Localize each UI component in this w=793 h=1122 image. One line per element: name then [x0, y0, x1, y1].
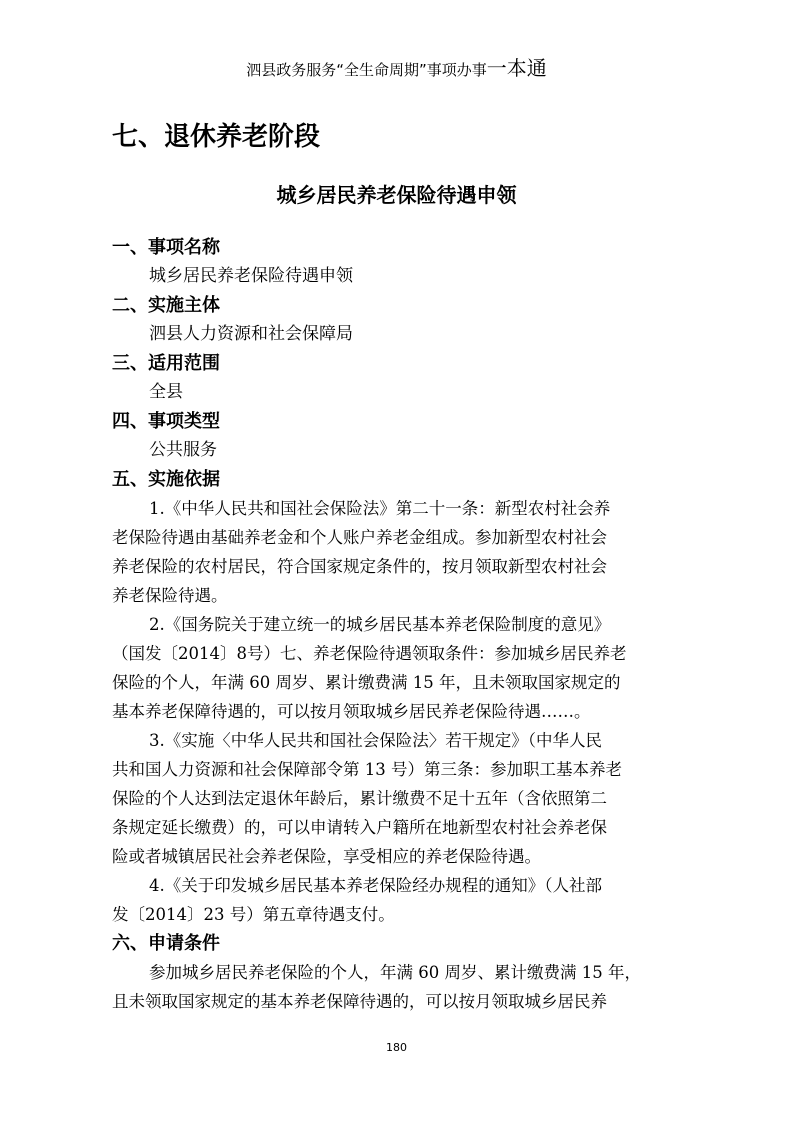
paragraph-line: 发〔2014〕23 号）第五章待遇支付。: [112, 905, 395, 924]
section-item-type: [112, 407, 692, 465]
section-heading: 六、申请条件: [112, 933, 220, 954]
basis-paragraph-3: [112, 726, 692, 871]
document-title: 城乡居民养老保险待遇申领: [276, 183, 517, 207]
paragraph-line: 养老保险待遇。: [112, 586, 228, 605]
paragraph-line: 4.《关于印发城乡居民基本养老保险经办规程的通知》（人社部: [149, 876, 602, 895]
section-heading: 四、事项类型: [112, 411, 220, 432]
document-body: [112, 233, 692, 1016]
paragraph-line: 条规定延长缴费）的，可以申请转入户籍所在地新型农村社会养老保: [112, 818, 607, 837]
basis-paragraph-4: [112, 871, 692, 929]
paragraph-line: （国发〔2014〕8号）七、养老保险待遇领取条件：参加城乡居民养老: [112, 644, 627, 663]
section-heading: 三、适用范围: [112, 353, 220, 374]
section-implementing-body: [112, 291, 692, 349]
basis-paragraph-1: [112, 494, 692, 610]
section-heading: 一、事项名称: [112, 237, 220, 258]
section-application-conditions: [112, 929, 692, 1016]
paragraph-line: 且未领取国家规定的基本养老保障待遇的，可以按月领取城乡居民养: [112, 992, 607, 1011]
basis-paragraph-2: [112, 610, 692, 726]
chapter-title: 七、退休养老阶段: [112, 122, 321, 152]
paragraph-line: 共和国人力资源和社会保障部令第 13 号）第三条：参加职工基本养老: [112, 760, 622, 779]
section-scope: [112, 349, 692, 407]
section-value: 公共服务: [149, 440, 217, 460]
paragraph-line: 保险的个人达到法定退休年龄后，累计缴费不足十五年（含依照第二: [112, 789, 607, 808]
running-header-suffix: 一本通: [486, 56, 547, 80]
paragraph-line: 3.《实施〈中华人民共和国社会保险法〉若干规定》（中华人民: [149, 731, 602, 750]
running-header: [0, 56, 793, 82]
paragraph-line: 2.《国务院关于建立统一的城乡居民基本养老保险制度的意见》: [149, 615, 611, 634]
section-item-name: [112, 233, 692, 291]
paragraph-line: 基本养老保障待遇的，可以按月领取城乡居民养老保险待遇……。: [112, 702, 591, 721]
section-value: 全县: [149, 382, 183, 402]
section-heading: 二、实施主体: [112, 295, 220, 316]
paragraph-line: 老保险待遇由基础养老金和个人账户养老金组成。参加新型农村社会: [112, 528, 607, 547]
paragraph-line: 养老保险的农村居民，符合国家规定条件的，按月领取新型农村社会: [112, 557, 607, 576]
section-heading: 五、实施依据: [112, 469, 220, 490]
running-header-prefix: 泗县政务服务“全生命周期”事项办事: [246, 61, 487, 79]
paragraph-line: 险或者城镇居民社会养老保险，享受相应的养老保险待遇。: [112, 847, 541, 866]
conditions-paragraph: [112, 958, 692, 1016]
page-number: 180: [386, 1041, 407, 1054]
paragraph-line: 1.《中华人民共和国社会保险法》第二十一条：新型农村社会养: [149, 499, 611, 518]
section-legal-basis: [112, 465, 692, 929]
section-value: 泗县人力资源和社会保障局: [149, 324, 353, 344]
paragraph-line: 保险的个人，年满 60 周岁、累计缴费满 15 年，且未领取国家规定的: [112, 673, 621, 692]
section-value: 城乡居民养老保险待遇申领: [149, 266, 353, 286]
paragraph-line: 参加城乡居民养老保险的个人，年满 60 周岁、累计缴费满 15 年，: [149, 963, 641, 982]
